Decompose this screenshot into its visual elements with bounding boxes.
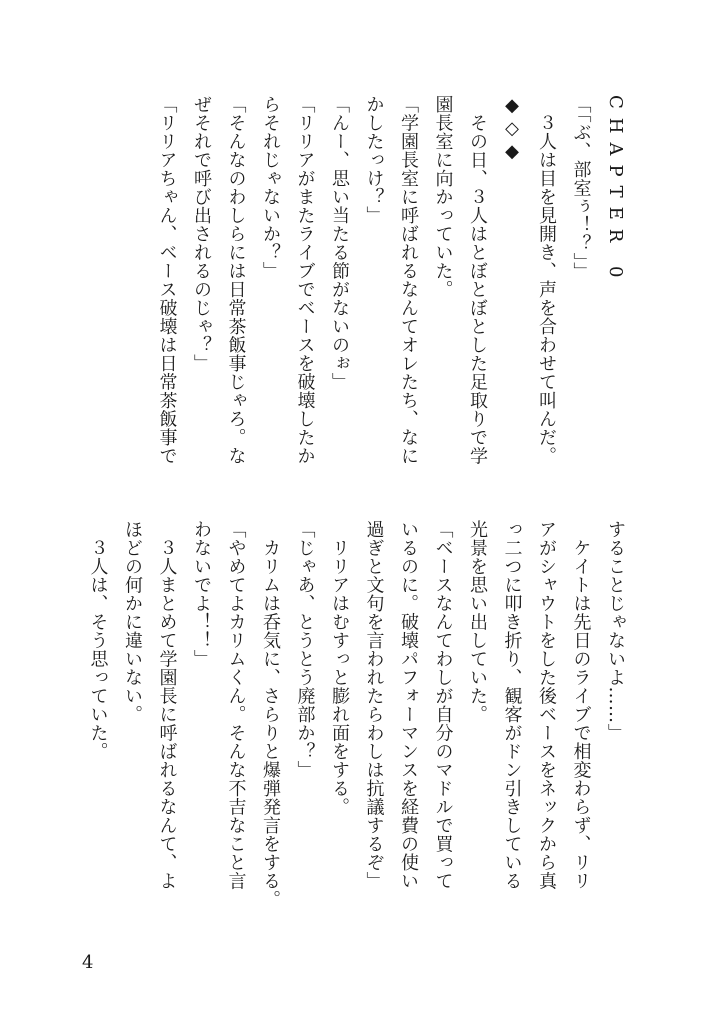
bottom-text-column-block	[80, 520, 632, 920]
text-line: かしたっけ？」	[363, 95, 385, 225]
text-line: 「リリアがまたライブでベースを破壊したか	[294, 95, 316, 465]
text-line: 「リリアちゃん、ベース破壊は日常茶飯事で	[156, 95, 178, 465]
text-line: 「やめてよカリムくん。そんな不吉なこと言	[225, 520, 247, 890]
text-line: 過ぎと文句を言われたらわしは抗議するぞ」	[363, 520, 385, 890]
text-line: アがシャウトをした後ベースをネックから真	[536, 520, 557, 890]
text-line: いるのに。破壊パフォーマンスを経費の使い	[398, 520, 419, 890]
text-line: っ二つに叩き折り、観客がドン引きしている	[501, 520, 523, 890]
text-line: 「じゃあ、とうとう廃部か？」	[294, 520, 316, 779]
text-line: ほどの何かに違いない。	[122, 520, 143, 724]
text-line: その日、３人はとぼとぼとした足取りで学	[467, 95, 488, 465]
text-line: ぜそれで呼び出されるのじゃ？」	[191, 95, 212, 373]
top-text-column-block	[149, 95, 632, 495]
text-line: 「そんなのわしらには日常茶飯事じゃろ。な	[225, 95, 247, 465]
text-line: 光景を思い出していた。	[467, 520, 488, 724]
text-line: ３人まとめて学園長に呼ばれるなんて、よ	[156, 520, 178, 890]
text-line: 「学園長室に呼ばれるなんてオレたち、なに	[398, 95, 419, 465]
scene-break-ornament: ◆◇◆	[501, 95, 523, 164]
chapter-heading: CHAPTER 0	[605, 95, 626, 287]
text-line: カリムは呑気に、さらりと爆弾発言をする。	[260, 520, 281, 909]
text-line: わないでよ！！」	[191, 520, 212, 668]
text-line: 「んー、思い当たる節がないのぉ」	[329, 95, 350, 391]
text-line: リリアはむすっと膨れ面をする。	[329, 520, 350, 816]
text-line: ３人は、そう思っていた。	[87, 520, 109, 761]
text-line: らそれじゃないか？」	[260, 95, 281, 280]
text-line: 「「ぶ、部室ぅ！？」」	[570, 95, 592, 281]
text-line: 「ベースなんてわしが自分のマドルで買って	[432, 520, 454, 890]
text-line: ケイトは先日のライブで相変わらず、リリ	[570, 520, 592, 890]
text-line: することじゃないよ……」	[605, 520, 626, 742]
page-number: 4	[82, 952, 94, 973]
text-line: ３人は目を見開き、声を合わせて叫んだ。	[536, 95, 557, 465]
text-line: 園長室に向かっていた。	[432, 95, 454, 299]
